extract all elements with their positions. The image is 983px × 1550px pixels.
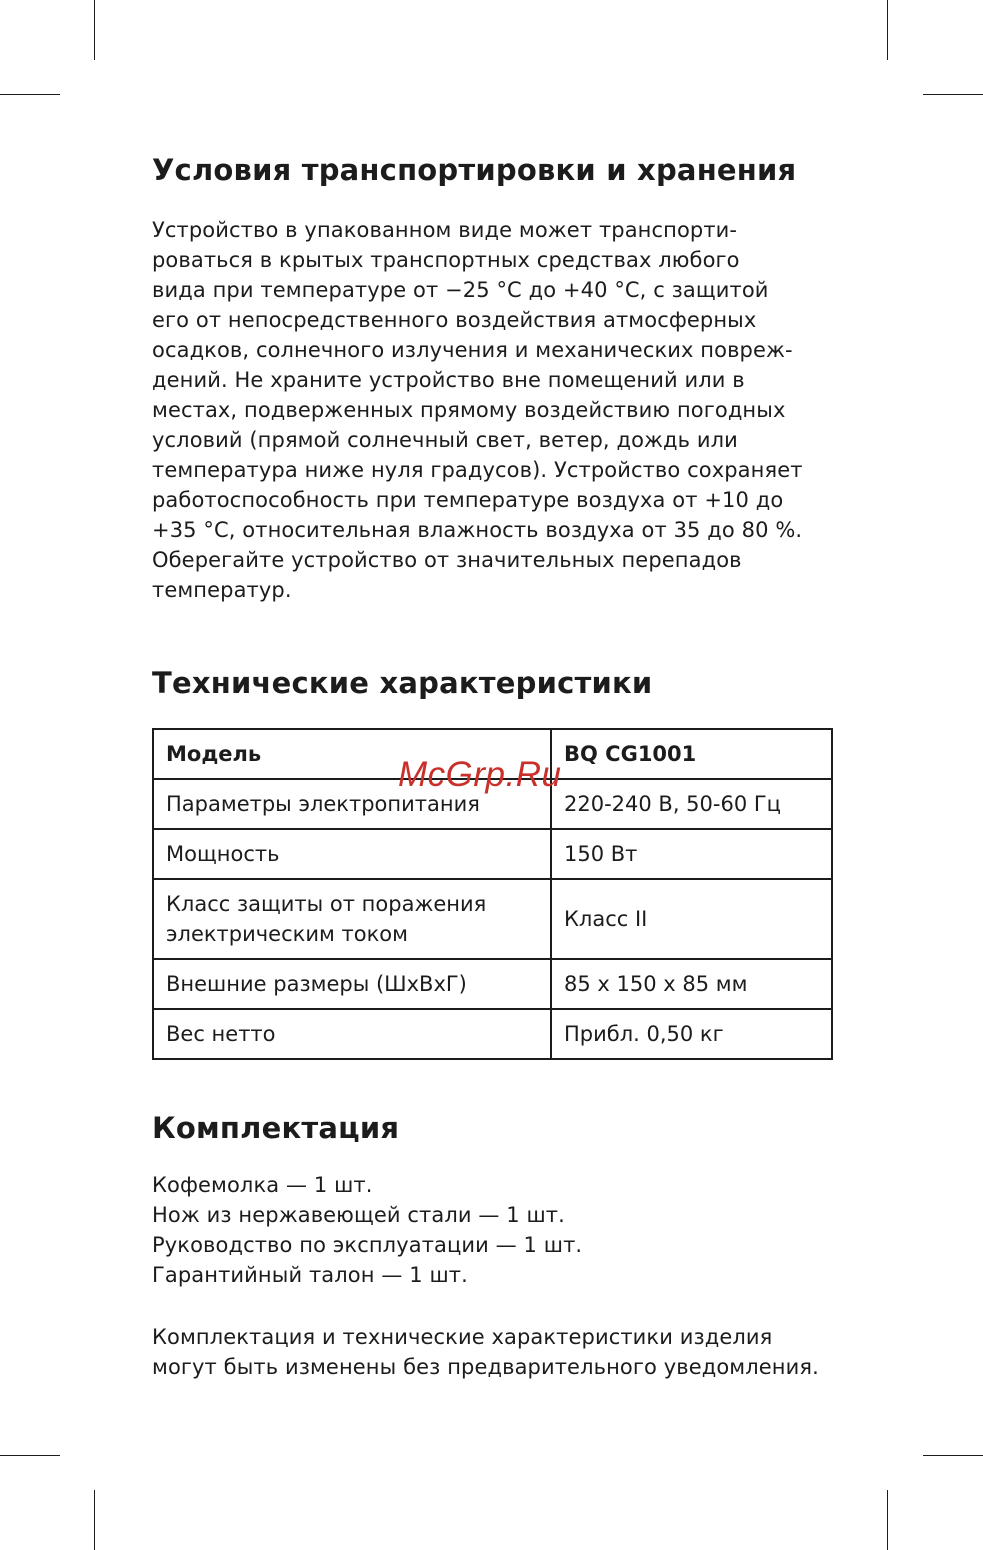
text-line: его от непосредственного воздействия атмосферных xyxy=(152,308,757,332)
text-line: могут быть изменены без предварительного уведомления. xyxy=(152,1355,819,1379)
spec-label-line: Класс защиты от поражения xyxy=(166,892,487,916)
text-line: температура ниже нуля градусов). Устройство сохраняет xyxy=(152,458,803,482)
crop-mark-top-left xyxy=(0,94,60,95)
crop-mark-top-left xyxy=(94,0,95,60)
text-line: Комплектация и технические характеристики изделия xyxy=(152,1325,773,1349)
list-item: Гарантийный талон — 1 шт. xyxy=(152,1263,468,1287)
crop-mark-bottom-left xyxy=(0,1455,60,1456)
spec-label: Мощность xyxy=(153,829,551,879)
package-list xyxy=(152,1170,842,1290)
text-line: дений. Не храните устройство вне помещений или в xyxy=(152,368,745,392)
text-line: роваться в крытых транспортных средствах любого xyxy=(152,248,740,272)
list-item: Нож из нержавеющей стали — 1 шт. xyxy=(152,1203,565,1227)
spec-label: Модель xyxy=(153,729,551,779)
spec-value: BQ CG1001 xyxy=(551,729,832,779)
package-note xyxy=(152,1322,842,1382)
text-line: Устройство в упакованном виде может транспорти- xyxy=(152,218,738,242)
text-line: температур. xyxy=(152,578,292,602)
text-line: работоспособность при температуре воздуха от +10 до xyxy=(152,488,784,512)
spec-value: 220-240 В, 50-60 Гц xyxy=(551,779,832,829)
text-line: осадков, солнечного излучения и механических повреж- xyxy=(152,338,793,362)
package-heading: Комплектация xyxy=(152,1111,400,1145)
text-line: Оберегайте устройство от значительных перепадов xyxy=(152,548,742,572)
table-row xyxy=(153,1009,832,1059)
crop-mark-top-right xyxy=(923,94,983,95)
crop-mark-bottom-left xyxy=(94,1490,95,1550)
list-item: Кофемолка — 1 шт. xyxy=(152,1173,373,1197)
transport-storage-heading: Условия транспортировки и хранения xyxy=(152,153,797,187)
text-line: местах, подверженных прямому воздействию погодных xyxy=(152,398,786,422)
table-row xyxy=(153,879,832,959)
crop-mark-bottom-right xyxy=(887,1490,888,1550)
spec-label: Вес нетто xyxy=(153,1009,551,1059)
text-line: вида при температуре от −25 °C до +40 °C, с защитой xyxy=(152,278,769,302)
table-row xyxy=(153,959,832,1009)
text-line: +35 °C, относительная влажность воздуха от 35 до 80 %. xyxy=(152,518,803,542)
table-row xyxy=(153,829,832,879)
spec-value: 150 Вт xyxy=(551,829,832,879)
spec-value: 85 х 150 х 85 мм xyxy=(551,959,832,1009)
spec-label: Параметры электропитания xyxy=(153,779,551,829)
spec-value: Класс II xyxy=(551,879,832,959)
crop-mark-bottom-right xyxy=(923,1455,983,1456)
spec-label-line: электрическим током xyxy=(166,922,408,946)
watermark: McGrp.Ru xyxy=(398,755,562,794)
spec-value: Прибл. 0,50 кг xyxy=(551,1009,832,1059)
specs-heading: Технические характеристики xyxy=(152,666,653,700)
spec-label: Внешние размеры (ШхВхГ) xyxy=(153,959,551,1009)
list-item: Руководство по эксплуатации — 1 шт. xyxy=(152,1233,583,1257)
text-line: условий (прямой солнечный свет, ветер, дождь или xyxy=(152,428,738,452)
crop-mark-top-right xyxy=(887,0,888,60)
spec-label xyxy=(153,879,551,959)
transport-storage-text xyxy=(152,215,842,605)
